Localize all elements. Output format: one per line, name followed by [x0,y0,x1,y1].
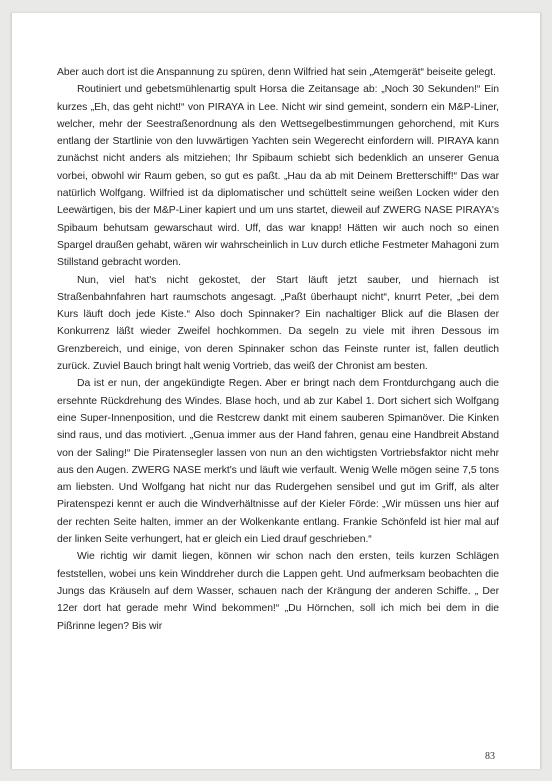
body-text [57,64,499,635]
paragraph-3: Nun, viel hat's nicht gekostet, der Start läuft jetzt sauber, und hiernach ist Straßenbahnfahren hart raumschots angesagt. „Paßt überhaupt nicht“, knurrt Peter, „bei dem Kurs läuft doch jede Kiste.“ Also doch Spinnaker? Ein nachaltiger Blick auf die Blasen der Konkurrenz läßt wieder Zweifel hochkommen. Da segeln zu viele mit ihren Dessous im Grenzbereich, und einige, von deren Spinnaker schon das Feinste runter ist, fallen deutlich zurück. Zuviel Bauch bringt halt wenig Vortrieb, das weiß der Chronist am besten. [57,274,499,373]
paragraph-4: Da ist er nun, der angekündigte Regen. Aber er bringt nach dem Frontdurchgang auch die ersehnte Rückdrehung des Windes. Blase hoch, und ab zur Kabel 1. Dort sichert sich Wolfgang eine Super-Innenposition, und die Restcrew dankt mit einem sauberen Spimanöver. Die Kinken sind raus, und das motiviert. „Genua immer aus der Hand fahren, genau eine Handbreit Abstand von der Saling!“ Die Piratensegler lassen von nun an den wichtigsten Vortriebsfaktor nicht mehr aus den Augen. ZWERG NASE merkt's und läuft wie verfault. Wenig Welle mögen seine 7,5 tons am liebsten. Und Wolfgang hat nicht nur das Rudergehen sensibel und gut im Griff, als alter Piratenspezi kennt er auch die Windverhältnisse auf der Kieler Förde: „Wir müssen uns hier auf der rechten Seite halten, immer an der Wolkenkante entlang. Frankie Schönfeld ist hier mal auf der linken Seite verhungert, hat er gleich ein Lied drauf geschrieben.“ [57,378,499,546]
paragraph-5: Wie richtig wir damit liegen, können wir schon nach den ersten, teils kurzen Schlägen feststellen, wobei uns kein Winddreher durch die Lappen geht. Und aufmerksam beobachten die Jungs das Kräuseln auf dem Wasser, schauen nach der Krängung der anderen Schiffe. „ Der 12er dort hat gerade mehr Wind bekommen!“ „Du Hörnchen, soll ich mich bei dem in die Pißrinne legen? Bis wir [57,551,499,632]
paragraph-1: Aber auch dort ist die Anspannung zu spüren, denn Wilfried hat sein „Atemgerät“ beiseite gelegt. [57,67,496,78]
book-page [11,13,541,769]
paragraph-2: Routiniert und gebetsmühlenartig spult Horsa die Zeitansage ab: „Noch 30 Sekunden!“ Ein kurzes „Eh, das geht nicht!“ von PIRAYA in Lee. Nicht wir sind gemeint, sondern ein M&P-Liner, welcher, mehr der Seestraßenordnung als den Wettsegelbestimmungen gehorchend, mit Kurs entlang der Startlinie von den luvwärtigen Yachten sein Wegerecht einfordern will. PIRAYA kann zunächst nicht anders als mitziehen; Ihr Spibaum schiebt sich bedenklich an unserer Genua vorbei, obwohl wir Raum geben, so gut es paßt. „Hau da ab mit Deinem Bretterschiff!“ Das war natürlich Wolfgang. Wilfried ist da diplomatischer und schüttelt seine weißen Locken wider den Leewärtigen, bis der M&P-Liner kapiert und um uns startet, dieweil auf ZWERG NASE PIRAYA's Spibaum behutsam gewarschaut wird. Uff, das war knapp! Hätten wir auch noch so einen Spargel draußen gehabt, wären wir wahrscheinlich in Luv durch etliche Festmeter Mahagoni zum Stillstand gebracht worden. [57,84,499,269]
page-number: 83 [485,751,495,762]
